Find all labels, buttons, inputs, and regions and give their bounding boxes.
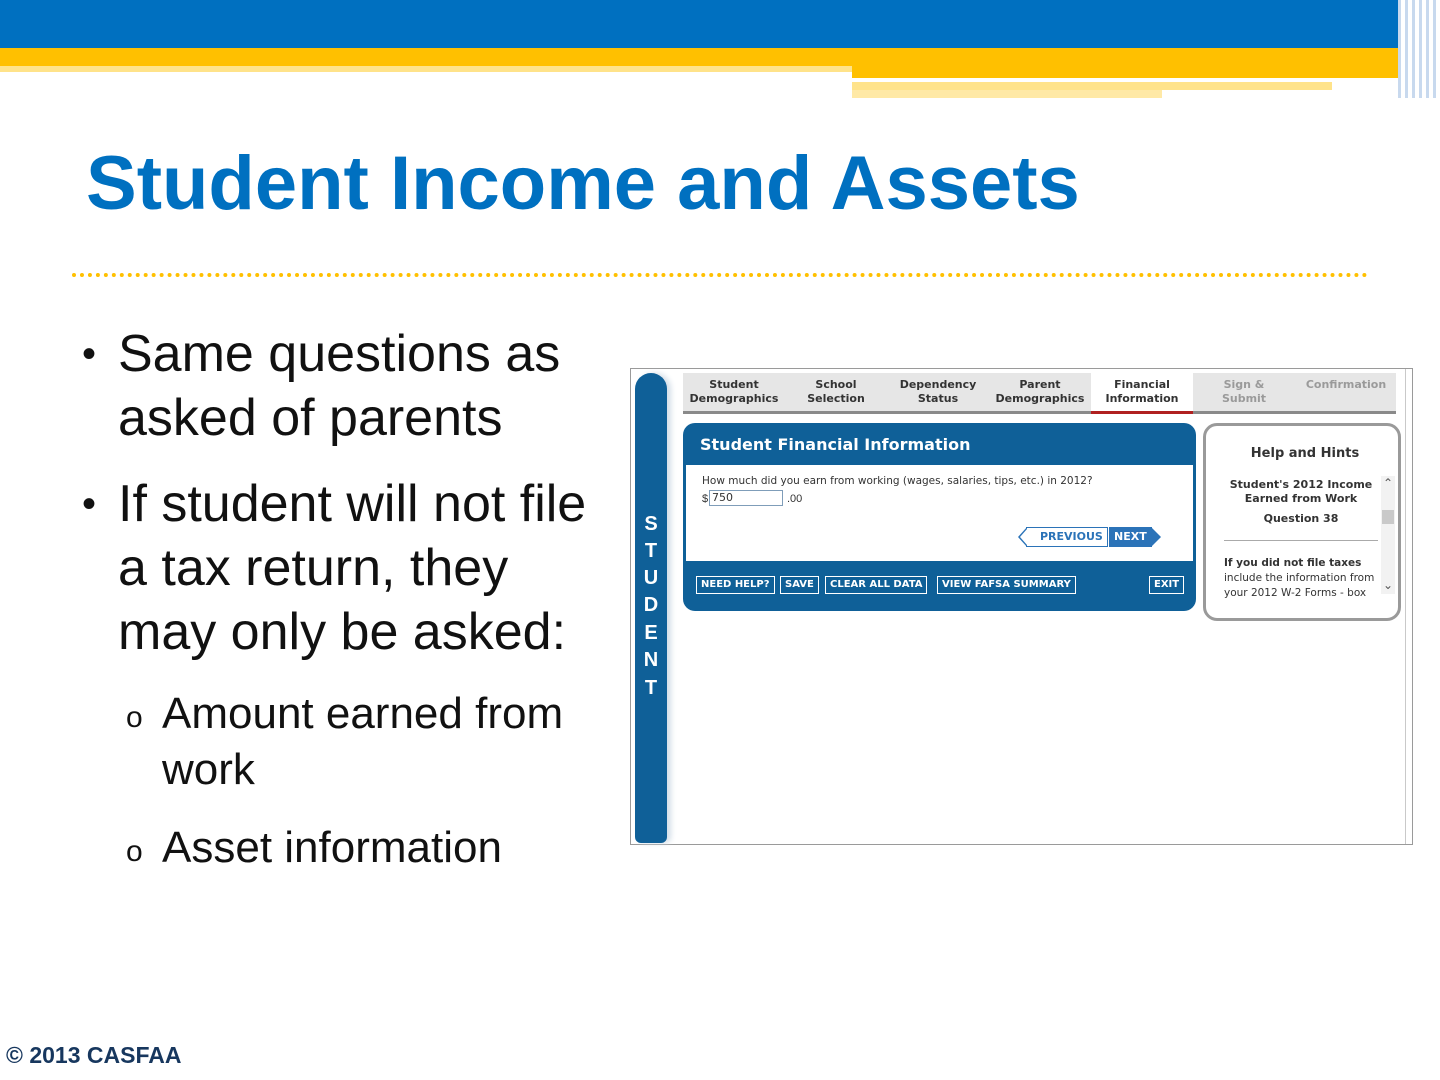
bullet-marker: • bbox=[82, 332, 97, 376]
help-and-hints-panel bbox=[1203, 423, 1401, 621]
help-body-line: If you did not file taxes bbox=[1224, 557, 1362, 569]
header-band-pale-right bbox=[852, 82, 1332, 90]
sidebar-letter: E bbox=[644, 622, 658, 644]
next-label: NEXT bbox=[1114, 530, 1147, 543]
tab-label: School bbox=[815, 378, 857, 391]
sub-bullet-item bbox=[82, 686, 622, 798]
tab-label: Dependency bbox=[899, 378, 977, 391]
need-help-button[interactable]: NEED HELP? bbox=[696, 576, 775, 594]
currency-symbol: $ bbox=[702, 493, 709, 505]
chevron-up-icon[interactable]: ⌃ bbox=[1382, 476, 1394, 490]
view-fafsa-summary-button[interactable]: VIEW FAFSA SUMMARY bbox=[937, 576, 1076, 594]
slide-title: Student Income and Assets bbox=[86, 141, 1080, 226]
screenshot-edge bbox=[1405, 369, 1406, 844]
student-sidebar bbox=[635, 373, 667, 843]
question-text: How much did you earn from working (wages, salaries, tips, etc.) in 2012? bbox=[702, 475, 1093, 487]
sub-bullet-line: Asset information bbox=[162, 823, 502, 872]
bullet-item bbox=[82, 322, 622, 450]
bullet-line: a tax return, they bbox=[118, 539, 509, 597]
header-band-blue bbox=[0, 0, 1440, 48]
tab-label: Student bbox=[709, 378, 759, 391]
fafsa-screenshot bbox=[630, 368, 1413, 845]
previous-button[interactable] bbox=[1026, 527, 1108, 547]
financial-info-panel bbox=[683, 423, 1196, 611]
save-button[interactable]: SAVE bbox=[780, 576, 819, 594]
tab-label: Parent bbox=[1019, 378, 1061, 391]
sidebar-letter: T bbox=[644, 540, 658, 562]
section-tabs bbox=[683, 373, 1396, 414]
tab-label: Selection bbox=[807, 392, 865, 405]
tab-student-demographics[interactable] bbox=[683, 373, 785, 411]
help-question-number: Question 38 bbox=[1263, 512, 1339, 525]
header-band-yellow-right bbox=[852, 66, 1440, 78]
tab-label: Sign & bbox=[1223, 378, 1265, 391]
tab-confirmation[interactable] bbox=[1295, 373, 1397, 411]
header-stripes bbox=[1398, 0, 1440, 98]
sidebar-letter: T bbox=[644, 677, 658, 699]
tab-school-selection[interactable] bbox=[785, 373, 887, 411]
bullet-marker: • bbox=[82, 482, 97, 526]
help-body-line: include the information from bbox=[1224, 572, 1375, 584]
header-band-yellow bbox=[0, 48, 1440, 66]
bullet-line: Same questions as bbox=[118, 325, 561, 383]
tab-sign-submit[interactable] bbox=[1193, 373, 1295, 411]
bullet-line: asked of parents bbox=[118, 389, 503, 447]
help-divider bbox=[1224, 540, 1378, 541]
next-button[interactable] bbox=[1109, 527, 1152, 547]
sidebar-letter: S bbox=[644, 513, 658, 535]
previous-label: PREVIOUS bbox=[1040, 530, 1103, 543]
help-body-line: your 2012 W-2 Forms - box bbox=[1224, 587, 1367, 599]
exit-button[interactable]: EXIT bbox=[1149, 576, 1184, 594]
tab-label: Information bbox=[1105, 392, 1179, 405]
panel-title: Student Financial Information bbox=[700, 435, 971, 454]
header-band-pale bbox=[0, 66, 852, 72]
copyright-footer: © 2013 CASFAA bbox=[6, 1042, 182, 1068]
cents-label: .00 bbox=[787, 493, 803, 505]
header-band-pale-right-lower bbox=[852, 90, 1162, 98]
earnings-input[interactable]: 750 bbox=[709, 490, 783, 506]
sidebar-letter: U bbox=[643, 567, 659, 589]
sub-bullet-line: Amount earned from bbox=[162, 689, 564, 738]
help-scrollbar[interactable] bbox=[1381, 476, 1395, 594]
help-subtitle-line: Student's 2012 Income bbox=[1229, 478, 1373, 491]
sub-bullet-marker: o bbox=[126, 835, 143, 868]
chevron-down-icon[interactable]: ⌄ bbox=[1382, 578, 1394, 592]
tab-label: Confirmation bbox=[1305, 378, 1387, 391]
tab-financial-information[interactable] bbox=[1091, 373, 1193, 414]
chevron-left-icon bbox=[1018, 527, 1027, 547]
help-body bbox=[1224, 556, 1382, 599]
bullet-item bbox=[82, 472, 622, 664]
sidebar-letter: D bbox=[643, 594, 659, 616]
sub-bullet-item bbox=[82, 820, 622, 876]
tab-label: Status bbox=[917, 392, 959, 405]
tab-dependency-status[interactable] bbox=[887, 373, 989, 411]
tab-label: Submit bbox=[1221, 392, 1267, 405]
help-subtitle bbox=[1216, 478, 1386, 506]
sub-bullet-marker: o bbox=[126, 701, 143, 734]
tab-label: Demographics bbox=[689, 392, 779, 405]
chevron-right-icon bbox=[1151, 527, 1161, 547]
tab-label: Demographics bbox=[995, 392, 1085, 405]
question-area bbox=[686, 465, 1193, 561]
title-divider bbox=[72, 273, 1368, 277]
scroll-thumb[interactable] bbox=[1382, 510, 1394, 524]
sidebar-letter: N bbox=[643, 649, 659, 671]
sub-bullet-line: work bbox=[162, 745, 255, 794]
clear-all-data-button[interactable]: CLEAR ALL DATA bbox=[825, 576, 927, 594]
help-title: Help and Hints bbox=[1250, 446, 1360, 461]
tab-label: Financial bbox=[1114, 378, 1170, 391]
bullet-list bbox=[82, 322, 622, 898]
tab-parent-demographics[interactable] bbox=[989, 373, 1091, 411]
bullet-line: may only be asked: bbox=[118, 603, 567, 661]
bullet-line: If student will not file bbox=[118, 475, 587, 533]
help-subtitle-line: Earned from Work bbox=[1244, 492, 1358, 505]
